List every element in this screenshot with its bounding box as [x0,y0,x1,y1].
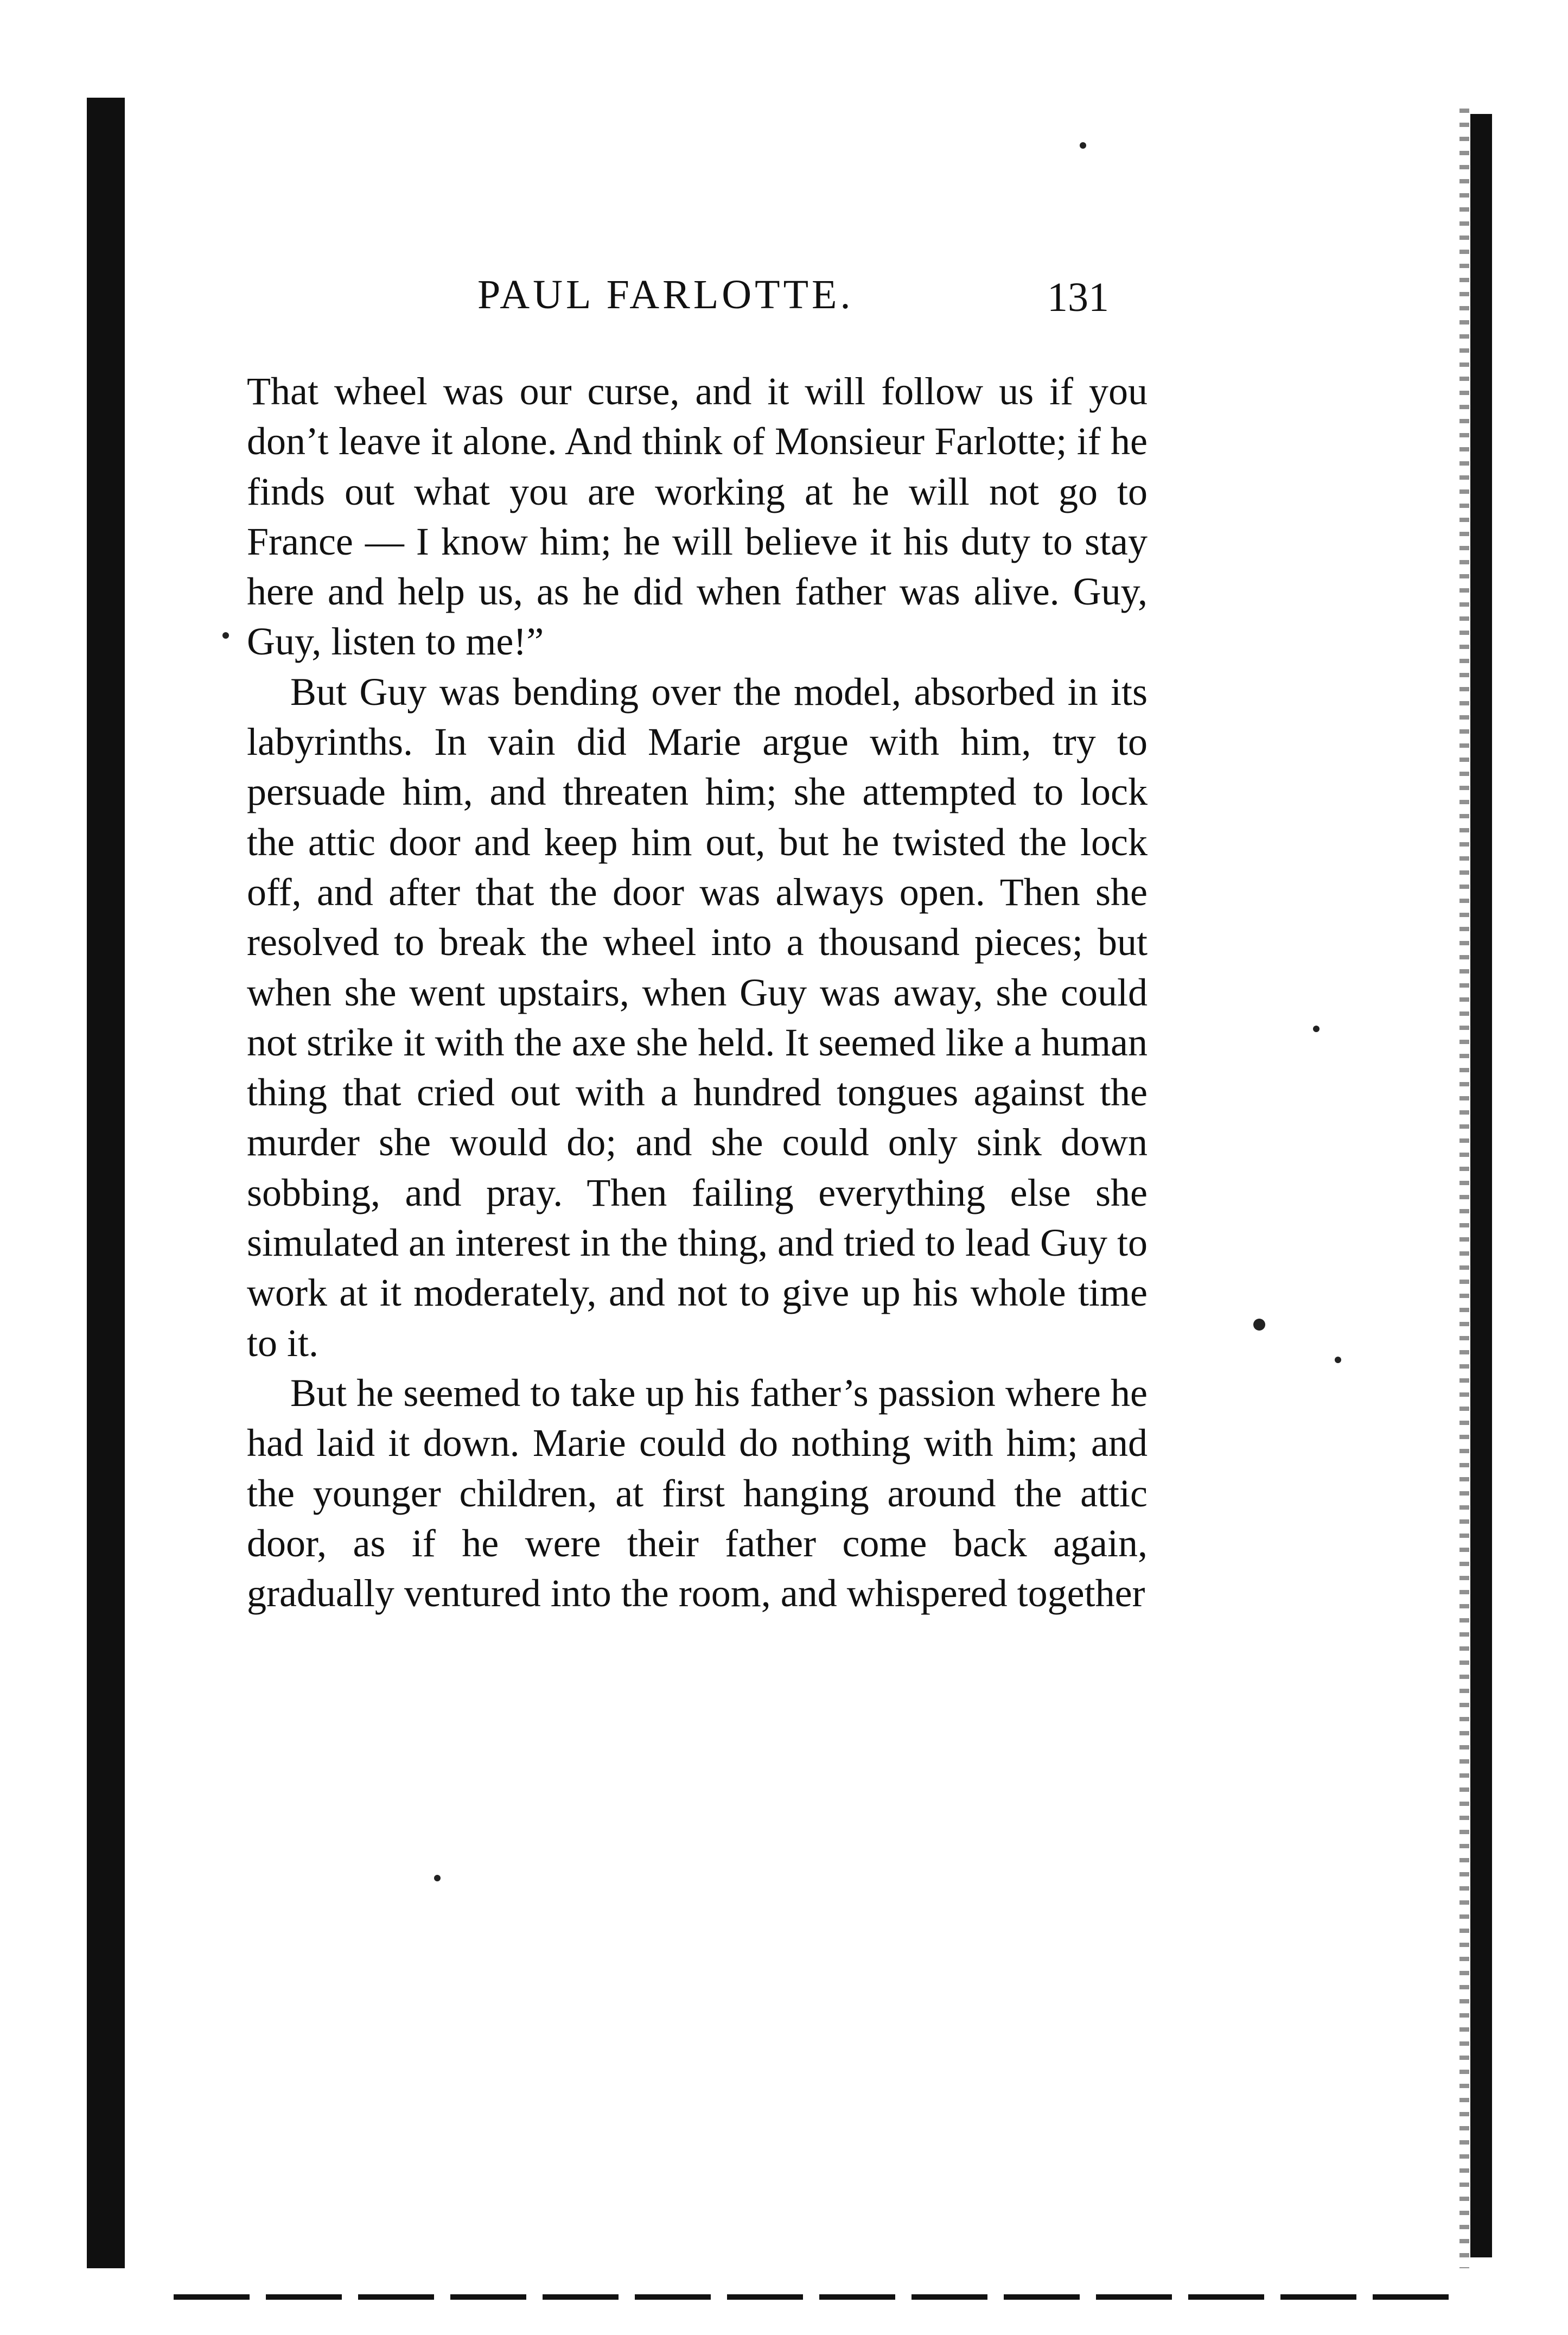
page-number: 131 [1047,275,1109,320]
scan-bottom-rule [174,2294,1465,2300]
paragraph: But he seemed to take up his father’s passion where he had laid it down. Marie could do nothing with him; and the younger children, at first hanging around the attic door, as if he were their father come back again, gradually ventured into the room, and whispered together [247,1371,1148,1615]
scan-speck [1253,1319,1265,1331]
scan-speck [222,632,229,639]
scan-speck [1313,1026,1320,1032]
scan-edge-left [87,98,125,2268]
running-head: PAUL FARLOTTE. [477,272,854,317]
scan-edge-right [1470,114,1492,2257]
paragraph: That wheel was our curse, and it will follow us if you don’t leave it alone. And think of Monsieur Farlotte; if he finds out what you are working at he will not go to France — I know him; he will believe it his duty to stay here and help us, as he did when father was alive. Guy, Guy, listen to me!” [247,370,1148,664]
scan-speck [1335,1357,1341,1363]
scan-edge-right-speckle [1459,109,1469,2268]
body-text [247,366,1148,1618]
paragraph: But Guy was bending over the model, absorbed in its labyrinths. In vain did Marie argue with him, try to persuade him, and threaten him; she attempted to lock the attic door and keep him out, but he twisted the lock off, and after that the door was always open. Then she resolved to break the wheel into a thousand pieces; but when she went upstairs, when Guy was away, she could not strike it with the axe she held. It seemed like a human thing that cried out with a hundred tongues against the murder she would do; and she could only sink down sobbing, and pray. Then failing everything else she simulated an interest in the thing, and tried to lead Guy to work at it moderately, and not to give up his whole time to it. [247,670,1148,1365]
scan-speck [434,1875,441,1881]
scan-speck [1080,142,1086,149]
